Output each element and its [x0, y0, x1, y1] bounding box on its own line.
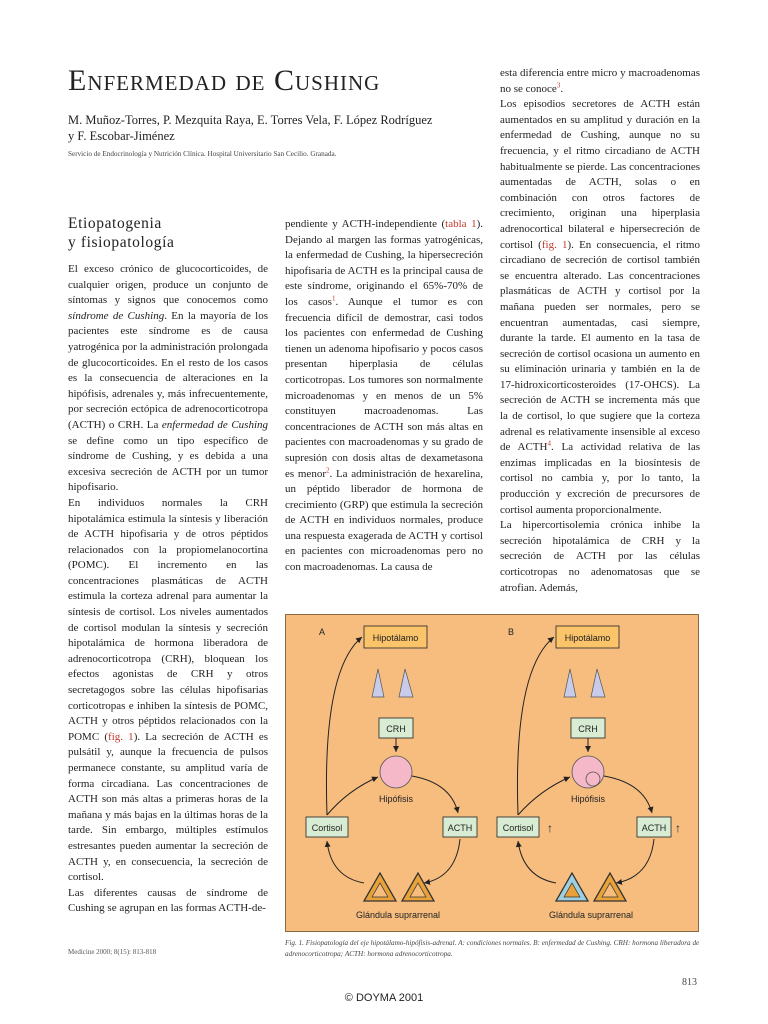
- crh-label: CRH: [386, 724, 406, 734]
- citation-link[interactable]: 3: [556, 80, 561, 89]
- pituitary-shape: [380, 756, 412, 788]
- copyright-notice: © DOYMA 2001: [344, 992, 424, 1004]
- figure-hpa-axis: [285, 614, 699, 932]
- paragraph: Los episodios secretores de ACTH están aumentados en su amplitud y duración en la enfermedad de Cushing, aunque no su frecuencia, y el ritmo circadiano de ACTH habitualmente se pierde. Las concentraciones aumentadas de ACTH, solas o en combinación con otros factores de crecimiento, originan una hiperplasia adrenocortical bilateral e hipersecreción de cortisol (fig. 1). En consecuencia, el ritmo circadiano de secreción de cortisol también se encuentra alterado. Las concentraciones plasmáticas de ACTH y cortisol por la mañana pueden ser normales, pero se encuentran aumentadas, casi siempre, durante la tarde. El aumento en la tasa de secreción de cortisol ocasiona un aumento en su eliminación urinaria y también en la de 17-hidroxicorticosteroides (17-OHCS). La secreción de ACTH se incrementa más que la de cortisol, lo que sugiere que la corteza adrenal es relativamente insensible al exceso de ACTH$^4$. La actividad relativa de las enzimas implicadas en la biosíntesis de cortisol no cambia y, por lo tanto, la producción y excreción de precursores de cortisol aumenta proporcionalmente.: [500, 98, 700, 516]
- increase-arrow-icon: ↑: [547, 821, 553, 835]
- table-reference-link[interactable]: tabla 1: [445, 218, 477, 230]
- crh-label: CRH: [578, 724, 598, 734]
- cortisol-label: Cortisol: [311, 823, 343, 833]
- neuron-shape: [564, 669, 576, 697]
- pituitary-label: Hipófisis: [570, 794, 606, 804]
- paragraph: esta diferencia entre micro y macroadenomas no se conoce$^3$.: [500, 67, 700, 95]
- acth-label: ACTH: [641, 823, 667, 833]
- author-list: M. Muñoz-Torres, P. Mezquita Raya, E. Torres Vela, F. López Rodríguez y F. Escobar-Jiménez: [68, 113, 433, 143]
- hypothalamus-label: Hipotálamo: [372, 633, 419, 643]
- text-column-2: [285, 217, 483, 576]
- figure-reference-link[interactable]: fig. 1: [541, 238, 568, 251]
- paragraph: El exceso crónico de glucocorticoides, de cualquier origen, produce un conjunto de síntomas y signos que conocemos como síndrome de Cushing. En la mayoría de los pacientes este síndrome es de causa yatrogénica por la administración prolongada de glucocorticoides. En el resto de los casos es la consecuencia de alteraciones en la hipófisis, adrenales y, más infrecuentemente, por secreción ectópica de adrenocorticotropa (ACTH) o CRH. La enfermedad de Cushing se define como un tipo específico de síndrome de Cushing, y es debida a una excesiva secreción de ACTH por un tumor hipofisario.: [68, 263, 268, 494]
- section-heading: [68, 214, 258, 252]
- acth-label: ACTH: [447, 823, 473, 833]
- section-heading-line-2: y fisiopatología: [68, 234, 175, 251]
- figure-reference-link[interactable]: fig. 1: [108, 730, 134, 743]
- hypothalamus-label: Hipotálamo: [564, 633, 611, 643]
- increase-arrow-icon: ↑: [675, 821, 681, 835]
- text-column-3: [500, 66, 700, 596]
- hpa-axis-diagram: [286, 615, 700, 933]
- affiliation: Servicio de Endocrinología y Nutrición Clínica. Hospital Universitario San Cecilio. Granada.: [68, 150, 337, 158]
- section-heading-line-1: Etiopatogenia: [68, 215, 162, 232]
- adrenal-label: Glándula suprarrenal: [548, 910, 634, 920]
- page-number: 813: [682, 977, 697, 988]
- citation-link[interactable]: 1: [331, 294, 336, 303]
- journal-citation: Medicine 2000; 8(15): 813-818: [68, 948, 157, 956]
- citation-link[interactable]: 2: [325, 465, 330, 474]
- neuron-shape: [591, 669, 605, 697]
- paragraph: Las diferentes causas de síndrome de Cushing se agrupan en las formas ACTH-de-: [68, 886, 268, 915]
- adrenal-label: Glándula suprarrenal: [355, 910, 441, 920]
- cortisol-label: Cortisol: [502, 823, 534, 833]
- neuron-shape: [372, 669, 384, 697]
- text-column-1: [68, 262, 268, 917]
- paragraph: En individuos normales la CRH hipotalámica estimula la síntesis y liberación de ACTH hipofisaria y de otros péptidos relacionados con la propiomelanocortina (POMC). El incremento en las concentraciones plasmáticas de ACTH estimula la corteza adrenal para aumentar la síntesis de cortisol. Los niveles aumentados de cortisol modulan la síntesis y secreción hipotalámica de hormona liberadora de adrenocorticotropa (CRH), bloquean los efectos agonistas de CRH y otros secretagogos sobre las células hipofisarias corticotropas e inhiben la síntesis de POMC, ACTH y otros péptidos relacionados con la POMC (fig. 1). La secreción de ACTH es pulsátil y, aunque la frecuencia de pulsos permanece constante, su amplitud varía de forma circadiana. Las concentraciones de ACTH son más altas a primeras horas de la mañana y más bajas en la últimas horas de la tarde. Sin embargo, múltiples estímulos estresantes pueden aumentar la secreción de ACTH y, en consecuencia, la secreción de cortisol.: [68, 496, 268, 884]
- article-title: Enfermedad de Cushing: [68, 64, 381, 97]
- panel-label: A: [319, 627, 326, 637]
- panel-b: [497, 626, 681, 920]
- neuron-shape: [399, 669, 413, 697]
- paragraph: La hipercortisolemia crónica inhibe la secreción hipotalámica de CRH y la secreción de ACTH por las células corticotropas no adenomatosas que se atrofian. Además,: [500, 519, 700, 594]
- panel-a: [306, 626, 477, 920]
- panel-label: B: [508, 627, 515, 637]
- citation-link[interactable]: 4: [547, 439, 551, 448]
- adenoma-shape: [586, 772, 600, 786]
- paragraph: pendiente y ACTH-independiente (tabla 1). Dejando al margen las formas yatrogénicas, la enfermedad de Cushing, la hipersecreción hipofisaria de ACTH es la principal causa de este síndrome, originando el 65%-70% de los casos$^1$. Aunque el tumor es con frecuencia difícil de demostrar, casi todos los pacientes con enfermedad de Cushing tienen un adenoma hipofisario y pocos casos presentan hiperplasia de células corticotropas. Los tumores son normalmente microadenomas y en menos de un 5% constituyen macroadenomas. Las concentraciones de ACTH son más altas en pacientes con macroadenomas y su grado de supresión con dosis altas de dexametasona es menor$^2$. La administración de hexarelina, un péptido liberador de hormona de crecimiento (GRP) que estimula la secreción de ACTH en individuos normales, produce una respuesta exagerada de ACTH y cortisol en pacientes con microadenomas pero no con macroadenomas. La causa de: [285, 218, 483, 574]
- figure-caption: Fig. 1. Fisiopatología del eje hipotálamo-hipófisis-adrenal. A: condiciones normales. B: enfermedad de Cushing. CRH: hormona liberadora de adrenocorticotropa; ACTH: hormona adrenocorticotropa.: [285, 939, 700, 958]
- pituitary-label: Hipófisis: [378, 794, 414, 804]
